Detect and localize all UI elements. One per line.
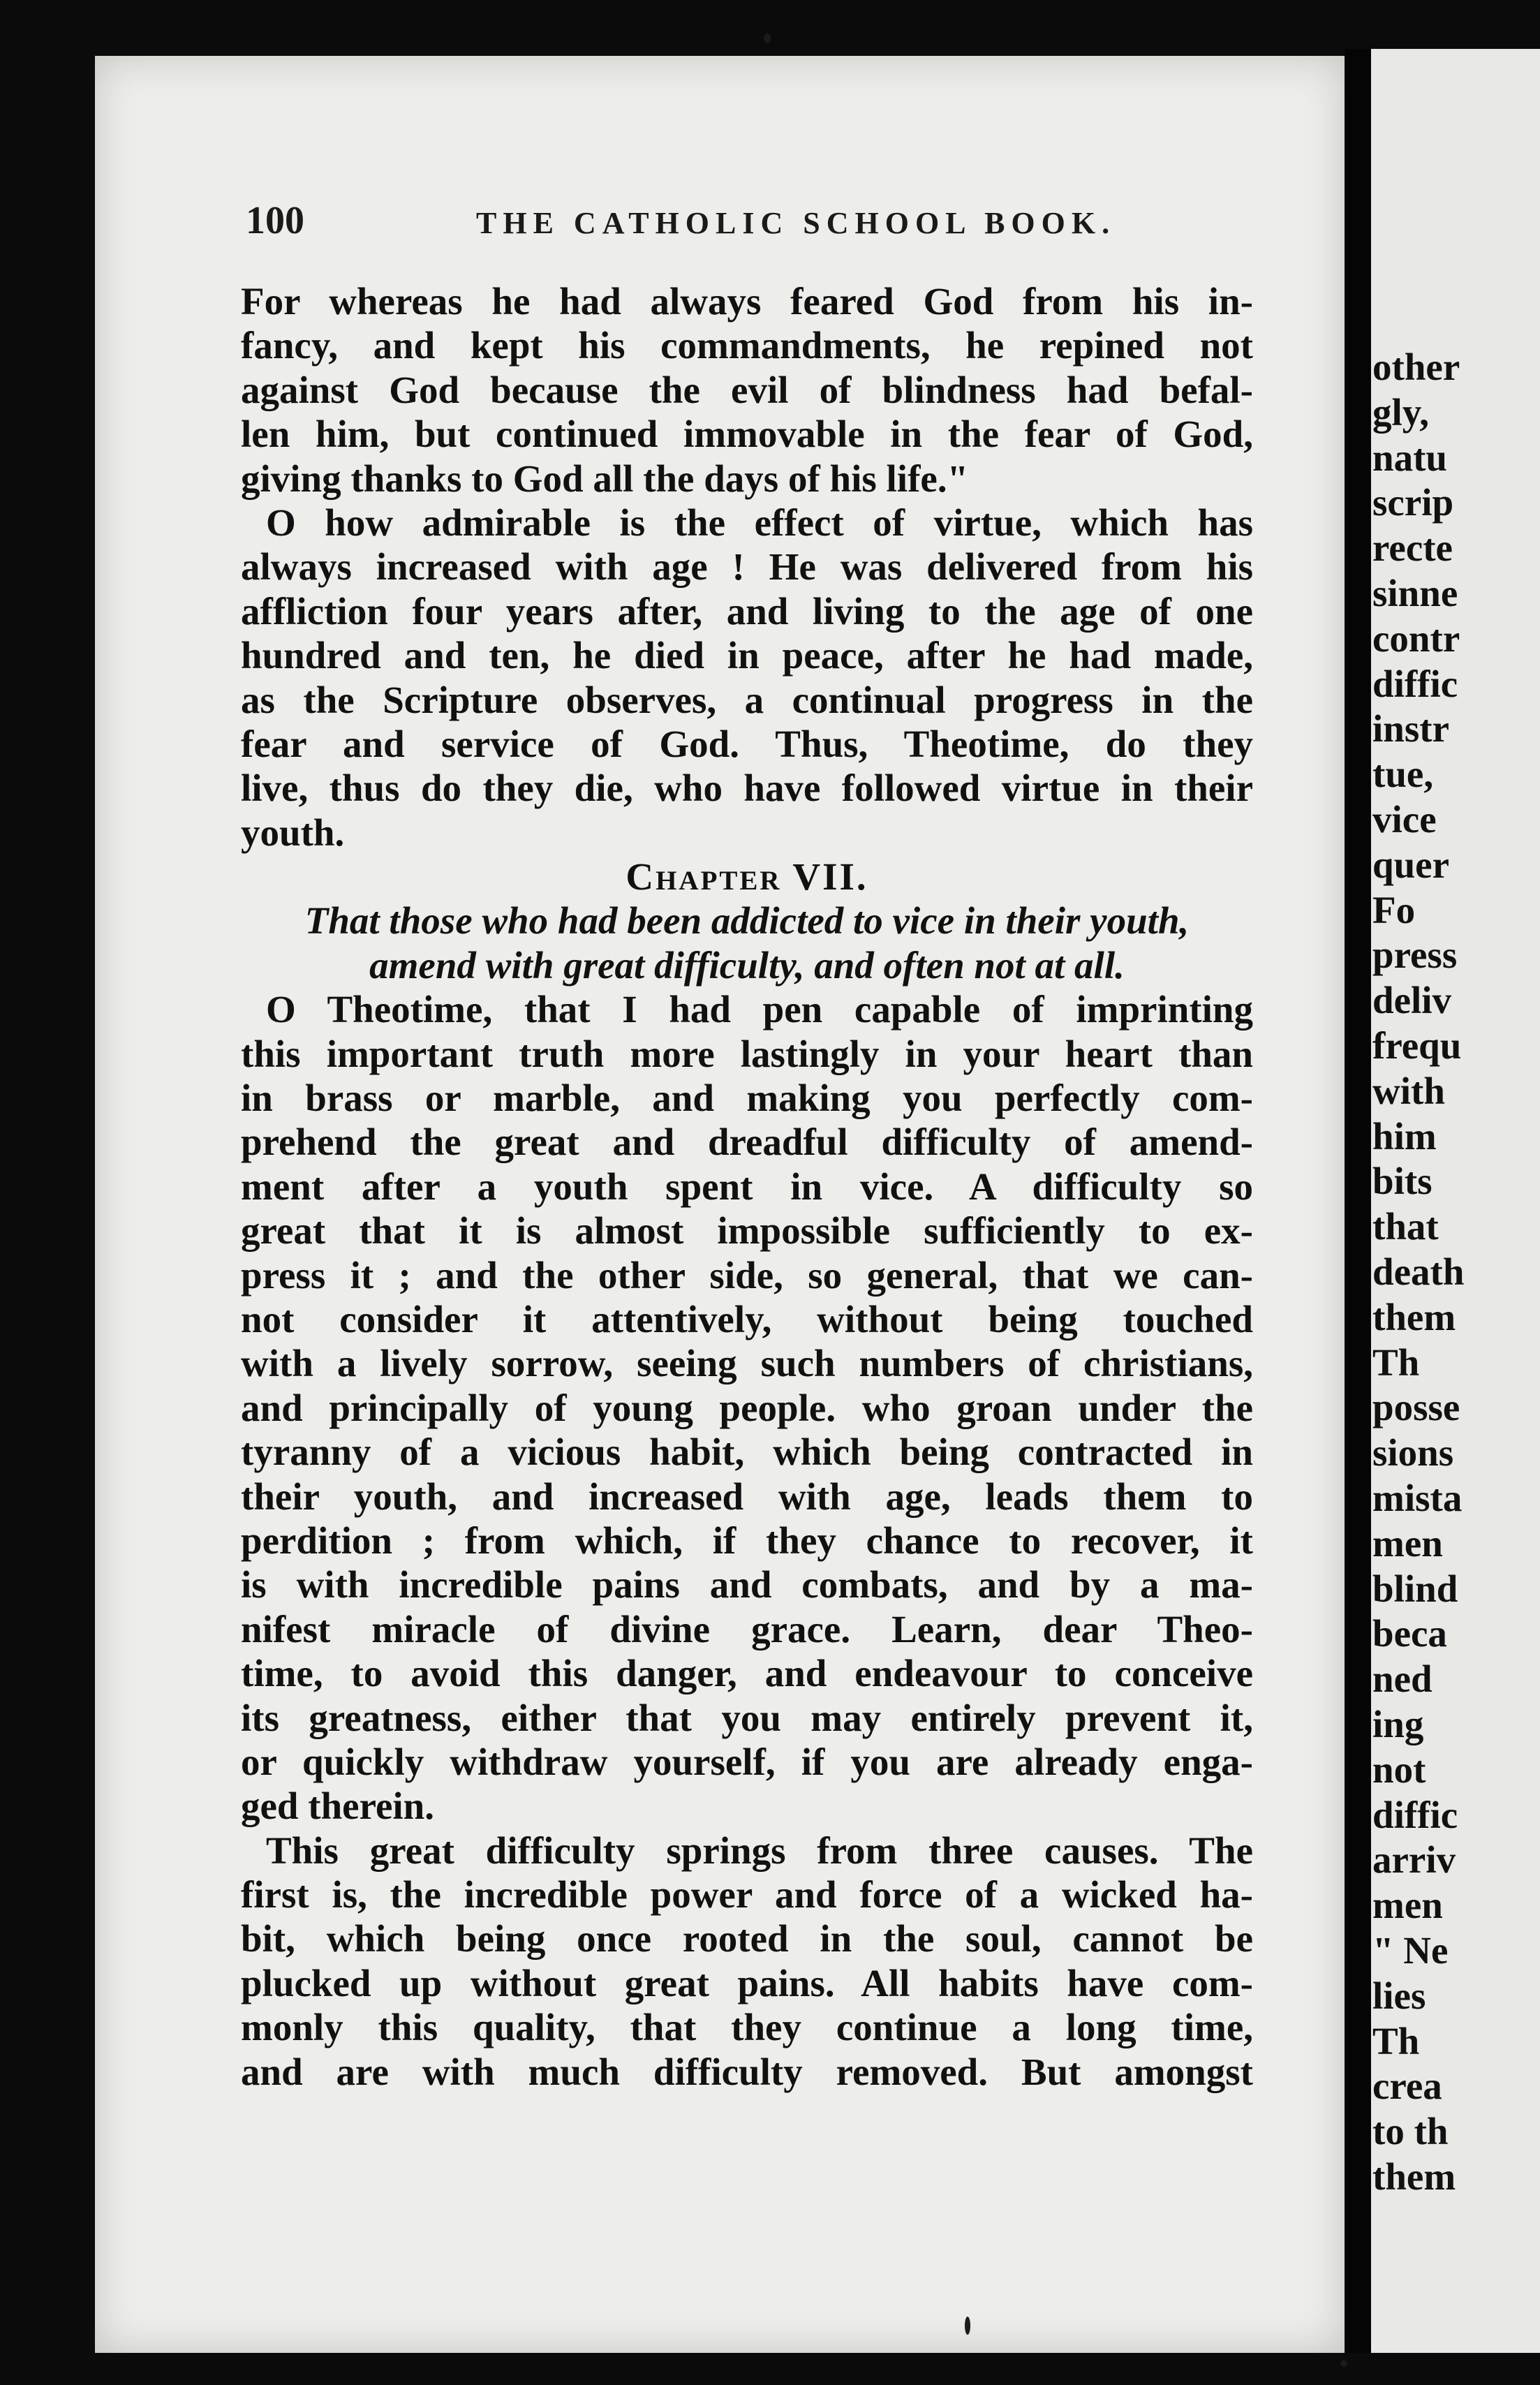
text-line: hundred and ten, he died in peace, after he had made, bbox=[241, 634, 1253, 677]
text-line: fear and service of God. Thus, Theotime, do they bbox=[241, 722, 1253, 765]
text-line: great that it is almost impossible sufficiently to ex- bbox=[241, 1209, 1253, 1253]
right-page-word-fragment: recte bbox=[1372, 526, 1453, 570]
right-page-word-fragment: bits bbox=[1372, 1160, 1432, 1203]
right-page-word-fragment: ned bbox=[1372, 1657, 1432, 1701]
text-line: affliction four years after, and living to the age of one bbox=[241, 589, 1253, 633]
right-page-word-fragment: them bbox=[1372, 2155, 1456, 2198]
right-page-word-fragment: tue, bbox=[1372, 753, 1434, 796]
running-title: THE CATHOLIC SCHOOL BOOK. bbox=[476, 206, 1116, 240]
right-page-word-fragment: posse bbox=[1372, 1386, 1460, 1429]
text-line: first is, the incredible power and force of a wicked ha- bbox=[241, 1873, 1253, 1917]
right-page-word-fragment: sinne bbox=[1372, 572, 1458, 614]
text-line: giving thanks to God all the days of his life." bbox=[241, 457, 969, 500]
text-line: is with incredible pains and combats, and by a ma- bbox=[241, 1563, 1253, 1607]
text-line: tyranny of a vicious habit, which being contracted in bbox=[241, 1431, 1253, 1474]
text-line: ment after a youth spent in vice. A difficulty so bbox=[241, 1165, 1253, 1208]
right-page-word-fragment: them bbox=[1372, 1295, 1456, 1338]
right-page-word-fragment: instr bbox=[1372, 707, 1449, 751]
ink-speck bbox=[1340, 2360, 1347, 2367]
text-line: against God because the evil of blindness had befal- bbox=[241, 368, 1253, 411]
right-page-word-fragment: with bbox=[1372, 1069, 1445, 1112]
chapter-heading: Chapter VII. bbox=[625, 855, 868, 899]
text-line: always increased with age ! He was delivered from his bbox=[241, 545, 1253, 589]
right-page-word-fragment: blind bbox=[1372, 1567, 1458, 1610]
right-page-word-fragment: lies bbox=[1372, 1974, 1426, 2017]
text-line: its greatness, either that you may entirely prevent it, bbox=[241, 1696, 1253, 1739]
right-page-word-fragment: diffic bbox=[1372, 1793, 1458, 1836]
right-page-word-fragment: crea bbox=[1372, 2065, 1442, 2108]
ink-speck bbox=[764, 34, 771, 43]
text-line: bit, which being once rooted in the soul, cannot be bbox=[241, 1917, 1253, 1961]
right-page-word-fragment: sions bbox=[1372, 1431, 1454, 1475]
right-page-word-fragment: not bbox=[1372, 1748, 1426, 1791]
right-page-word-fragment: Th bbox=[1372, 1341, 1420, 1384]
text-line: This great difficulty springs from three causes. The bbox=[266, 1829, 1253, 1872]
page-number: 100 bbox=[246, 199, 304, 242]
text-line: with a lively sorrow, seeing such numbers of christians, bbox=[241, 1342, 1253, 1385]
page-header bbox=[246, 198, 1258, 261]
right-page-word-fragment: death bbox=[1372, 1250, 1465, 1293]
right-page-word-fragment: men bbox=[1372, 1521, 1443, 1565]
ink-speck bbox=[965, 2317, 970, 2335]
text-line: live, thus do they die, who have followed virtue in their bbox=[241, 767, 1253, 810]
chapter-subtitle-line: amend with great difficulty, and often not at all. bbox=[369, 943, 1125, 987]
right-page-word-fragment: scrip bbox=[1372, 481, 1454, 524]
text-line: nifest miracle of divine grace. Learn, dear Theo- bbox=[241, 1607, 1253, 1651]
text-line: plucked up without great pains. All habits have com- bbox=[241, 1961, 1253, 2004]
right-page-word-fragment: other bbox=[1372, 346, 1460, 388]
right-page-word-fragment: Fo bbox=[1372, 888, 1416, 931]
text-line: perdition ; from which, if they chance to recover, it bbox=[241, 1519, 1253, 1562]
text-line: O how admirable is the effect of virtue, which has bbox=[266, 501, 1253, 544]
text-line: ged therein. bbox=[241, 1785, 435, 1828]
right-page-word-fragment: natu bbox=[1372, 436, 1447, 479]
right-page-word-fragment: frequ bbox=[1372, 1024, 1462, 1067]
right-page-word-fragment: ing bbox=[1372, 1703, 1424, 1745]
right-page-word-fragment: that bbox=[1372, 1205, 1439, 1248]
right-page-word-fragment: quer bbox=[1372, 843, 1449, 886]
text-line: their youth, and increased with age, leads them to bbox=[241, 1475, 1253, 1518]
right-page-word-fragment: diffic bbox=[1372, 662, 1458, 705]
text-line: fancy, and kept his commandments, he repined not bbox=[241, 324, 1253, 367]
text-line: time, to avoid this danger, and endeavour to conceive bbox=[241, 1652, 1253, 1695]
right-page-word-fragment: contr bbox=[1372, 616, 1460, 660]
text-line: press it ; and the other side, so general, that we can- bbox=[241, 1253, 1253, 1297]
text-line: O Theotime, that I had pen capable of imprinting bbox=[266, 988, 1253, 1031]
right-page-word-fragment: him bbox=[1372, 1114, 1437, 1158]
right-page-word-fragment: gly, bbox=[1372, 390, 1429, 434]
right-page-word-fragment: beca bbox=[1372, 1612, 1447, 1655]
right-page-word-fragment: Th bbox=[1372, 2019, 1420, 2062]
text-line: or quickly withdraw yourself, if you are already enga- bbox=[241, 1740, 1253, 1783]
right-page-word-fragment: press bbox=[1372, 933, 1458, 977]
right-page-word-fragment: arriv bbox=[1372, 1838, 1456, 1882]
right-page-word-fragment: men bbox=[1372, 1884, 1443, 1927]
text-line: as the Scripture observes, a continual progress in the bbox=[241, 678, 1253, 721]
text-line: youth. bbox=[241, 811, 345, 854]
text-line: in brass or marble, and making you perfectly com- bbox=[241, 1077, 1253, 1120]
book-gutter bbox=[1345, 49, 1371, 2353]
text-line: monly this quality, that they continue a long time, bbox=[241, 2006, 1253, 2049]
text-line: and principally of young people. who groan under the bbox=[241, 1386, 1253, 1429]
text-line: this important truth more lastingly in your heart than bbox=[241, 1032, 1253, 1075]
text-line: and are with much difficulty removed. But amongst bbox=[241, 2050, 1253, 2093]
text-line: prehend the great and dreadful difficulty of amend- bbox=[241, 1121, 1253, 1164]
right-page-word-fragment: deliv bbox=[1372, 979, 1452, 1022]
chapter-subtitle-line: That those who had been addicted to vice in their youth, bbox=[304, 899, 1190, 943]
text-line: For whereas he had always feared God from his in- bbox=[241, 280, 1253, 323]
page-body-text bbox=[241, 279, 1253, 2094]
text-line: len him, but continued immovable in the fear of God, bbox=[241, 413, 1253, 456]
text-line: not consider it attentively, without being touched bbox=[241, 1297, 1253, 1341]
right-page-word-fragment: " Ne bbox=[1372, 1929, 1449, 1972]
right-page-word-fragment: mista bbox=[1372, 1477, 1463, 1519]
right-page-word-fragment: vice bbox=[1372, 798, 1437, 841]
right-page-word-fragment: to th bbox=[1372, 2110, 1449, 2153]
